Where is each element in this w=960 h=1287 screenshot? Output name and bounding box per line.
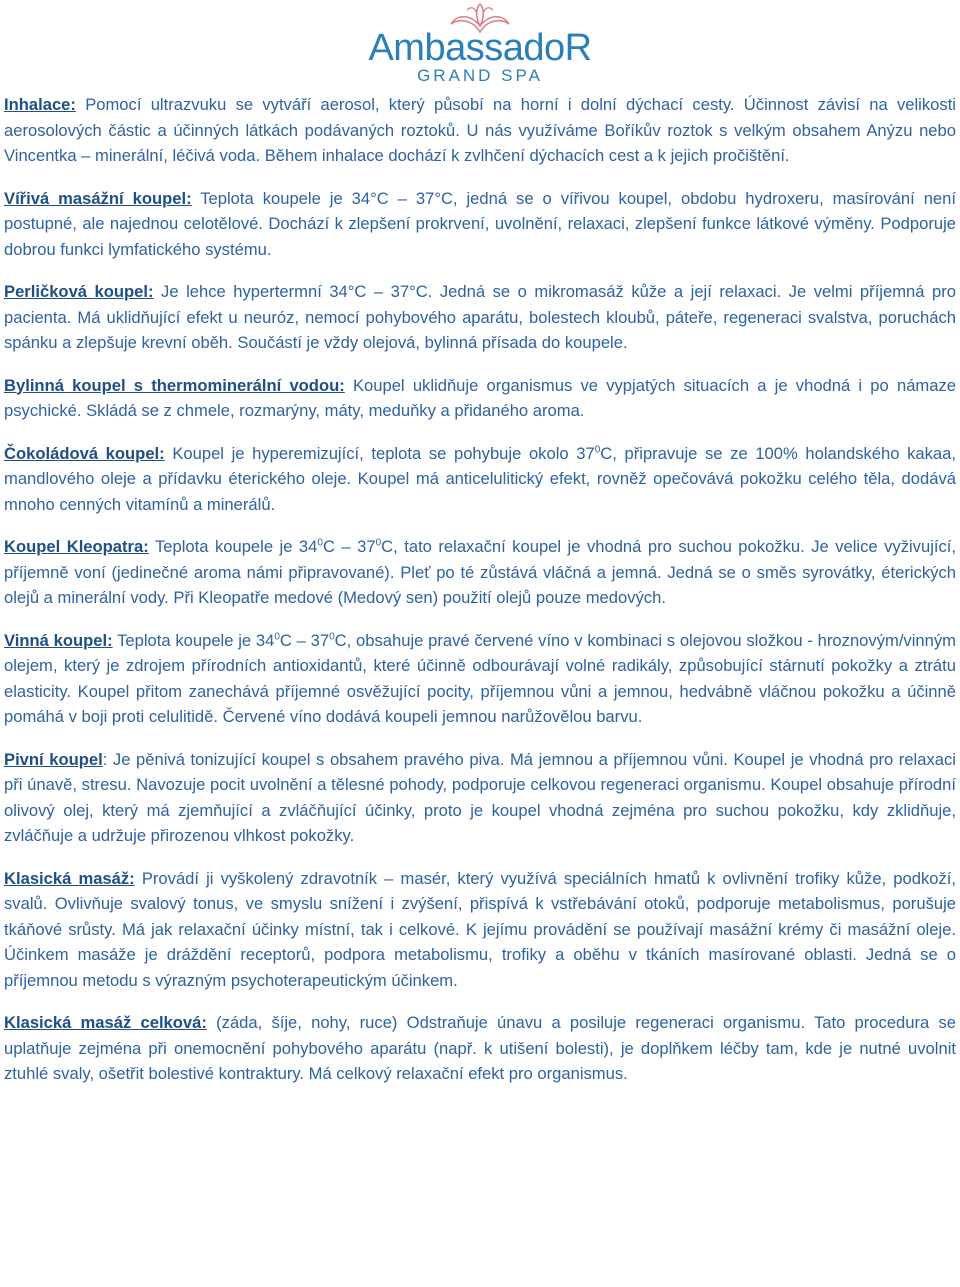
section-text: C – 37 xyxy=(279,630,330,650)
logo-subtitle: GRAND SPA xyxy=(417,66,543,85)
section-heading: Pivní koupel xyxy=(4,749,103,769)
section-heading: Vířivá masážní koupel: xyxy=(4,188,192,208)
section-heading: Inhalace: xyxy=(4,95,76,114)
section-text: : Je pěnivá tonizující koupel s obsahem pravého piva. Má jemnou a příjemnou vůni. Koupel je vhodná pro relaxaci při únavě, stresu. Navozuje pocit uvolnění a tělesné pohody, podporuje celkovou regeneraci organismu. Koupel obsahuje přírodní olivový olej, který má zjemňující a zvláčňující účinky, proto je koupel vhodná zejména pro suchou pokožku, kdy zklidňuje, zvláčňuje a udržuje přirozenou vlhkost pokožky. xyxy=(4,749,956,845)
degree-superscript: 0 xyxy=(329,630,335,642)
section-text: Teplota koupele je 34°C – 37°C, jedná se o vířivou koupel, obdobu hydroxeru, masírování není postupné, ale najednou celotělové. Dochází k zlepšení prokrvení, uvolnění, relaxaci, zlepšení funkce látkové výměny. Podporuje dobrou funkci lymfatického systému. xyxy=(4,188,956,259)
section-text: C – 37 xyxy=(322,537,376,556)
section-text: C, tato relaxační koupel je vhodná pro suchou pokožku. Je velice vyživující, příjemně voní (jedinečné aroma námi připravované). Pleť po té zůstává vláčná a jemná. Jedná se o směs syrovátky, éterických olejů a minerální vody. Při Kleopatře medové (Medový sen) použití olejů pouze medových. xyxy=(4,537,957,607)
section-heading: Koupel Kleopatra: xyxy=(4,537,149,556)
section-text: Teplota koupele je 34 xyxy=(148,537,318,556)
section-perlickova-koupel xyxy=(4,279,956,356)
section-heading: Klasická masáž: xyxy=(4,868,135,888)
section-klasicka-masaz xyxy=(4,866,956,994)
section-heading: Vinná koupel: xyxy=(4,630,113,650)
section-text: C, připravuje se ze 100% holandského kakaa, mandlového oleje a přídavku éterického oleje. Koupel má anticelulitický efekt, rovněž opečovává pokožku celého těla, dodává mnoho cenných vitamínů a minerálů. xyxy=(4,443,956,514)
section-cokoladova-koupel xyxy=(4,441,956,518)
section-heading: Klasická masáž celková: xyxy=(4,1013,207,1032)
logo-name: AmbassadoR xyxy=(368,27,592,69)
logo xyxy=(360,0,600,92)
section-text: Provádí ji vyškolený zdravotník – masér, který využívá speciálních hmatů k ovlivnění trofiky kůže, podkoží, svalů. Ovlivňuje svalový tonus, ve smyslu snížení i zvýšení, přispívá k vstřebávání otoků, podporuje metabolismus, porušuje tkáňové srůsty. Má jak relaxační účinky místní, tak i celkové. K jejímu provádění se používají masážní krémy či masážní oleje. Účinkem masáže je dráždění receptorů, podpora metabolismu, trofiky a oběhu v tkáních masírované oblasti. Jedná se o příjemnou metodu s výrazným psychoterapeutickým účinkem. xyxy=(4,868,956,990)
section-inhalace xyxy=(4,92,956,169)
section-vinna-koupel xyxy=(4,628,956,730)
degree-superscript: 0 xyxy=(594,443,601,455)
section-text: Pomocí ultrazvuku se vytváří aerosol, který působí na horní i dolní dýchací cesty. Účinnost závisí na velikosti aerosolových částic a účinných látkách podávaných roztoků. U nás využíváme Boříkův roztok s velkým obsahem Anýzu nebo Vincentka – minerální, léčivá voda. Během inhalace dochází k zvlhčení dýchacích cest a k jejich pročištění. xyxy=(4,95,956,165)
section-heading: Bylinná koupel s thermominerální vodou: xyxy=(4,375,345,395)
section-bylinna-koupel xyxy=(4,373,956,424)
section-text: (záda, šíje, nohy, ruce) Odstraňuje únavu a posiluje regeneraci organismu. Tato procedura se uplatňuje zejména při onemocnění pohybového aparátu (např. k utišení bolesti), je doplňkem léčby tam, kde je nutné uvolnit ztuhlé svaly, ošetřit bolestivé kontraktury. Má celkový relaxační efekt pro organismus. xyxy=(4,1013,956,1083)
section-text: Koupel je hyperemizující, teplota se pohybuje okolo 37 xyxy=(164,443,595,463)
section-klasicka-masaz-celkova xyxy=(4,1010,956,1087)
section-text: C, obsahuje pravé červené víno v kombinaci s olejovou složkou - hroznovým/vinným olejem, který je zdrojem přírodních antioxidantů, které účinně odbourávají volné radikály, způsobující stárnutí pokožky a ztrátu elasticity. Koupel přitom zanechává příjemné osvěžující pocity, příjemnou vůni a jemnou, hedvábně vláčnou pokožku a účinně pomáhá v boji proti celulitidě. Červené víno dodává koupeli jemnou narůžovělou barvu. xyxy=(4,630,956,726)
section-pivni-koupel xyxy=(4,747,956,849)
section-heading: Čokoládová koupel: xyxy=(4,443,165,463)
section-text: Koupel uklidňuje organismus ve vypjatých situacích a je vhodná i po námaze psychické. Skládá se z chmele, rozmarýny, máty, meduňky a přidaného aroma. xyxy=(4,375,956,420)
document-body xyxy=(4,92,956,1104)
section-text: Teplota koupele je 34 xyxy=(112,630,275,650)
section-viriva-koupel xyxy=(4,186,956,263)
section-heading: Perličková koupel: xyxy=(4,282,154,301)
degree-superscript: 0 xyxy=(274,630,280,642)
section-koupel-kleopatra xyxy=(4,534,956,611)
degree-superscript: 0 xyxy=(317,537,323,549)
degree-superscript: 0 xyxy=(375,537,382,549)
section-text: Je lehce hypertermní 34°C – 37°C. Jedná se o mikromasáž kůže a její relaxaci. Je velmi příjemná pro pacienta. Má uklidňující efekt u neuróz, nemocí pohybového aparátu, bolestech kloubů, páteře, regeneraci svalstva, poruchách spánku a zlepšuje krevní oběh. Součástí je vždy olejová, bylinná přísada do koupele. xyxy=(4,282,956,352)
